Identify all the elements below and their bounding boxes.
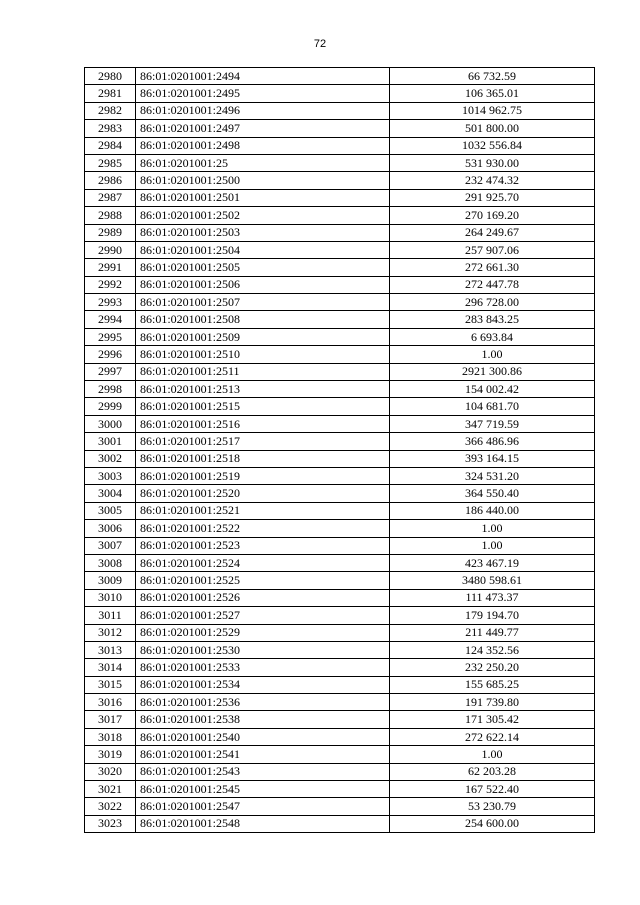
table-row [85, 607, 595, 624]
cadastral-number-cell: 86:01:0201001:2502 [136, 207, 390, 224]
row-number-cell: 2993 [85, 294, 136, 311]
table-row [85, 763, 595, 780]
value-cell: 53 230.79 [390, 798, 595, 815]
row-number-cell: 2988 [85, 207, 136, 224]
row-number-cell: 3001 [85, 433, 136, 450]
cadastral-number-cell: 86:01:0201001:2507 [136, 294, 390, 311]
value-cell: 106 365.01 [390, 85, 595, 102]
registry-table-body [85, 68, 595, 833]
cadastral-number-cell: 86:01:0201001:2516 [136, 415, 390, 432]
cadastral-number-cell: 86:01:0201001:2529 [136, 624, 390, 641]
value-cell: 1.00 [390, 746, 595, 763]
cadastral-number-cell: 86:01:0201001:25 [136, 154, 390, 171]
cadastral-number-cell: 86:01:0201001:2500 [136, 172, 390, 189]
cadastral-number-cell: 86:01:0201001:2545 [136, 781, 390, 798]
value-cell: 272 661.30 [390, 259, 595, 276]
value-cell: 66 732.59 [390, 68, 595, 85]
value-cell: 257 907.06 [390, 241, 595, 258]
value-cell: 1014 962.75 [390, 102, 595, 119]
value-cell: 347 719.59 [390, 415, 595, 432]
value-cell: 366 486.96 [390, 433, 595, 450]
row-number-cell: 3023 [85, 815, 136, 832]
table-row [85, 728, 595, 745]
table-row [85, 207, 595, 224]
cadastral-number-cell: 86:01:0201001:2504 [136, 241, 390, 258]
value-cell: 393 164.15 [390, 450, 595, 467]
table-row [85, 154, 595, 171]
table-row [85, 68, 595, 85]
cadastral-number-cell: 86:01:0201001:2530 [136, 641, 390, 658]
row-number-cell: 3006 [85, 520, 136, 537]
table-row [85, 450, 595, 467]
cadastral-number-cell: 86:01:0201001:2522 [136, 520, 390, 537]
table-row [85, 815, 595, 832]
table-row [85, 659, 595, 676]
value-cell: 254 600.00 [390, 815, 595, 832]
row-number-cell: 2999 [85, 398, 136, 415]
table-row [85, 224, 595, 241]
row-number-cell: 3004 [85, 485, 136, 502]
row-number-cell: 3007 [85, 537, 136, 554]
row-number-cell: 2986 [85, 172, 136, 189]
row-number-cell: 3015 [85, 676, 136, 693]
registry-table [84, 67, 595, 833]
table-row [85, 572, 595, 589]
table-row [85, 433, 595, 450]
value-cell: 2921 300.86 [390, 363, 595, 380]
row-number-cell: 2994 [85, 311, 136, 328]
row-number-cell: 3017 [85, 711, 136, 728]
value-cell: 179 194.70 [390, 607, 595, 624]
row-number-cell: 3018 [85, 728, 136, 745]
cadastral-number-cell: 86:01:0201001:2515 [136, 398, 390, 415]
value-cell: 104 681.70 [390, 398, 595, 415]
table-row [85, 137, 595, 154]
row-number-cell: 3000 [85, 415, 136, 432]
row-number-cell: 3021 [85, 781, 136, 798]
value-cell: 296 728.00 [390, 294, 595, 311]
table-row [85, 781, 595, 798]
value-cell: 1.00 [390, 520, 595, 537]
cadastral-number-cell: 86:01:0201001:2513 [136, 381, 390, 398]
row-number-cell: 2987 [85, 189, 136, 206]
value-cell: 283 843.25 [390, 311, 595, 328]
cadastral-number-cell: 86:01:0201001:2536 [136, 694, 390, 711]
page-number: 72 [313, 38, 327, 50]
table-row [85, 694, 595, 711]
table-row [85, 363, 595, 380]
row-number-cell: 2998 [85, 381, 136, 398]
cadastral-number-cell: 86:01:0201001:2520 [136, 485, 390, 502]
table-row [85, 311, 595, 328]
table-row [85, 381, 595, 398]
cadastral-number-cell: 86:01:0201001:2497 [136, 120, 390, 137]
value-cell: 3480 598.61 [390, 572, 595, 589]
value-cell: 155 685.25 [390, 676, 595, 693]
table-row [85, 711, 595, 728]
value-cell: 124 352.56 [390, 641, 595, 658]
row-number-cell: 3002 [85, 450, 136, 467]
table-row [85, 294, 595, 311]
cadastral-number-cell: 86:01:0201001:2521 [136, 502, 390, 519]
cadastral-number-cell: 86:01:0201001:2495 [136, 85, 390, 102]
table-row [85, 120, 595, 137]
row-number-cell: 2989 [85, 224, 136, 241]
value-cell: 232 474.32 [390, 172, 595, 189]
table-row [85, 676, 595, 693]
cadastral-number-cell: 86:01:0201001:2527 [136, 607, 390, 624]
row-number-cell: 3019 [85, 746, 136, 763]
cadastral-number-cell: 86:01:0201001:2508 [136, 311, 390, 328]
cadastral-number-cell: 86:01:0201001:2540 [136, 728, 390, 745]
value-cell: 191 739.80 [390, 694, 595, 711]
row-number-cell: 3014 [85, 659, 136, 676]
row-number-cell: 2985 [85, 154, 136, 171]
value-cell: 167 522.40 [390, 781, 595, 798]
value-cell: 272 622.14 [390, 728, 595, 745]
cadastral-number-cell: 86:01:0201001:2517 [136, 433, 390, 450]
row-number-cell: 2991 [85, 259, 136, 276]
row-number-cell: 3022 [85, 798, 136, 815]
cadastral-number-cell: 86:01:0201001:2538 [136, 711, 390, 728]
value-cell: 154 002.42 [390, 381, 595, 398]
cadastral-number-cell: 86:01:0201001:2533 [136, 659, 390, 676]
value-cell: 264 249.67 [390, 224, 595, 241]
table-row [85, 276, 595, 293]
value-cell: 1.00 [390, 346, 595, 363]
value-cell: 186 440.00 [390, 502, 595, 519]
table-row [85, 328, 595, 345]
value-cell: 423 467.19 [390, 554, 595, 571]
row-number-cell: 2980 [85, 68, 136, 85]
row-number-cell: 3011 [85, 607, 136, 624]
cadastral-number-cell: 86:01:0201001:2548 [136, 815, 390, 832]
table-row [85, 467, 595, 484]
value-cell: 1032 556.84 [390, 137, 595, 154]
cadastral-number-cell: 86:01:0201001:2496 [136, 102, 390, 119]
value-cell: 501 800.00 [390, 120, 595, 137]
row-number-cell: 3010 [85, 589, 136, 606]
cadastral-number-cell: 86:01:0201001:2541 [136, 746, 390, 763]
cadastral-number-cell: 86:01:0201001:2501 [136, 189, 390, 206]
row-number-cell: 2995 [85, 328, 136, 345]
table-row [85, 259, 595, 276]
row-number-cell: 2990 [85, 241, 136, 258]
table-row [85, 85, 595, 102]
table-row [85, 798, 595, 815]
cadastral-number-cell: 86:01:0201001:2518 [136, 450, 390, 467]
row-number-cell: 3012 [85, 624, 136, 641]
value-cell: 291 925.70 [390, 189, 595, 206]
table-row [85, 554, 595, 571]
table-row [85, 415, 595, 432]
table-row [85, 189, 595, 206]
row-number-cell: 3003 [85, 467, 136, 484]
table-row [85, 398, 595, 415]
row-number-cell: 2992 [85, 276, 136, 293]
value-cell: 272 447.78 [390, 276, 595, 293]
table-row [85, 746, 595, 763]
row-number-cell: 2984 [85, 137, 136, 154]
table-row [85, 537, 595, 554]
value-cell: 211 449.77 [390, 624, 595, 641]
cadastral-number-cell: 86:01:0201001:2506 [136, 276, 390, 293]
row-number-cell: 2982 [85, 102, 136, 119]
table-row [85, 624, 595, 641]
value-cell: 62 203.28 [390, 763, 595, 780]
cadastral-number-cell: 86:01:0201001:2534 [136, 676, 390, 693]
cadastral-number-cell: 86:01:0201001:2519 [136, 467, 390, 484]
row-number-cell: 3020 [85, 763, 136, 780]
cadastral-number-cell: 86:01:0201001:2505 [136, 259, 390, 276]
cadastral-number-cell: 86:01:0201001:2494 [136, 68, 390, 85]
cadastral-number-cell: 86:01:0201001:2523 [136, 537, 390, 554]
value-cell: 364 550.40 [390, 485, 595, 502]
table-row [85, 485, 595, 502]
cadastral-number-cell: 86:01:0201001:2525 [136, 572, 390, 589]
cadastral-number-cell: 86:01:0201001:2503 [136, 224, 390, 241]
value-cell: 171 305.42 [390, 711, 595, 728]
cadastral-number-cell: 86:01:0201001:2510 [136, 346, 390, 363]
table-row [85, 346, 595, 363]
table-row [85, 589, 595, 606]
cadastral-number-cell: 86:01:0201001:2547 [136, 798, 390, 815]
value-cell: 270 169.20 [390, 207, 595, 224]
row-number-cell: 3008 [85, 554, 136, 571]
table-row [85, 172, 595, 189]
value-cell: 531 930.00 [390, 154, 595, 171]
value-cell: 1.00 [390, 537, 595, 554]
value-cell: 324 531.20 [390, 467, 595, 484]
row-number-cell: 2997 [85, 363, 136, 380]
value-cell: 6 693.84 [390, 328, 595, 345]
value-cell: 111 473.37 [390, 589, 595, 606]
table-row [85, 502, 595, 519]
row-number-cell: 3016 [85, 694, 136, 711]
table-row [85, 520, 595, 537]
value-cell: 232 250.20 [390, 659, 595, 676]
row-number-cell: 2996 [85, 346, 136, 363]
cadastral-number-cell: 86:01:0201001:2543 [136, 763, 390, 780]
row-number-cell: 3005 [85, 502, 136, 519]
table-row [85, 641, 595, 658]
row-number-cell: 3009 [85, 572, 136, 589]
cadastral-number-cell: 86:01:0201001:2524 [136, 554, 390, 571]
row-number-cell: 3013 [85, 641, 136, 658]
row-number-cell: 2983 [85, 120, 136, 137]
cadastral-number-cell: 86:01:0201001:2498 [136, 137, 390, 154]
cadastral-number-cell: 86:01:0201001:2511 [136, 363, 390, 380]
cadastral-number-cell: 86:01:0201001:2509 [136, 328, 390, 345]
row-number-cell: 2981 [85, 85, 136, 102]
table-row [85, 102, 595, 119]
cadastral-number-cell: 86:01:0201001:2526 [136, 589, 390, 606]
table-row [85, 241, 595, 258]
